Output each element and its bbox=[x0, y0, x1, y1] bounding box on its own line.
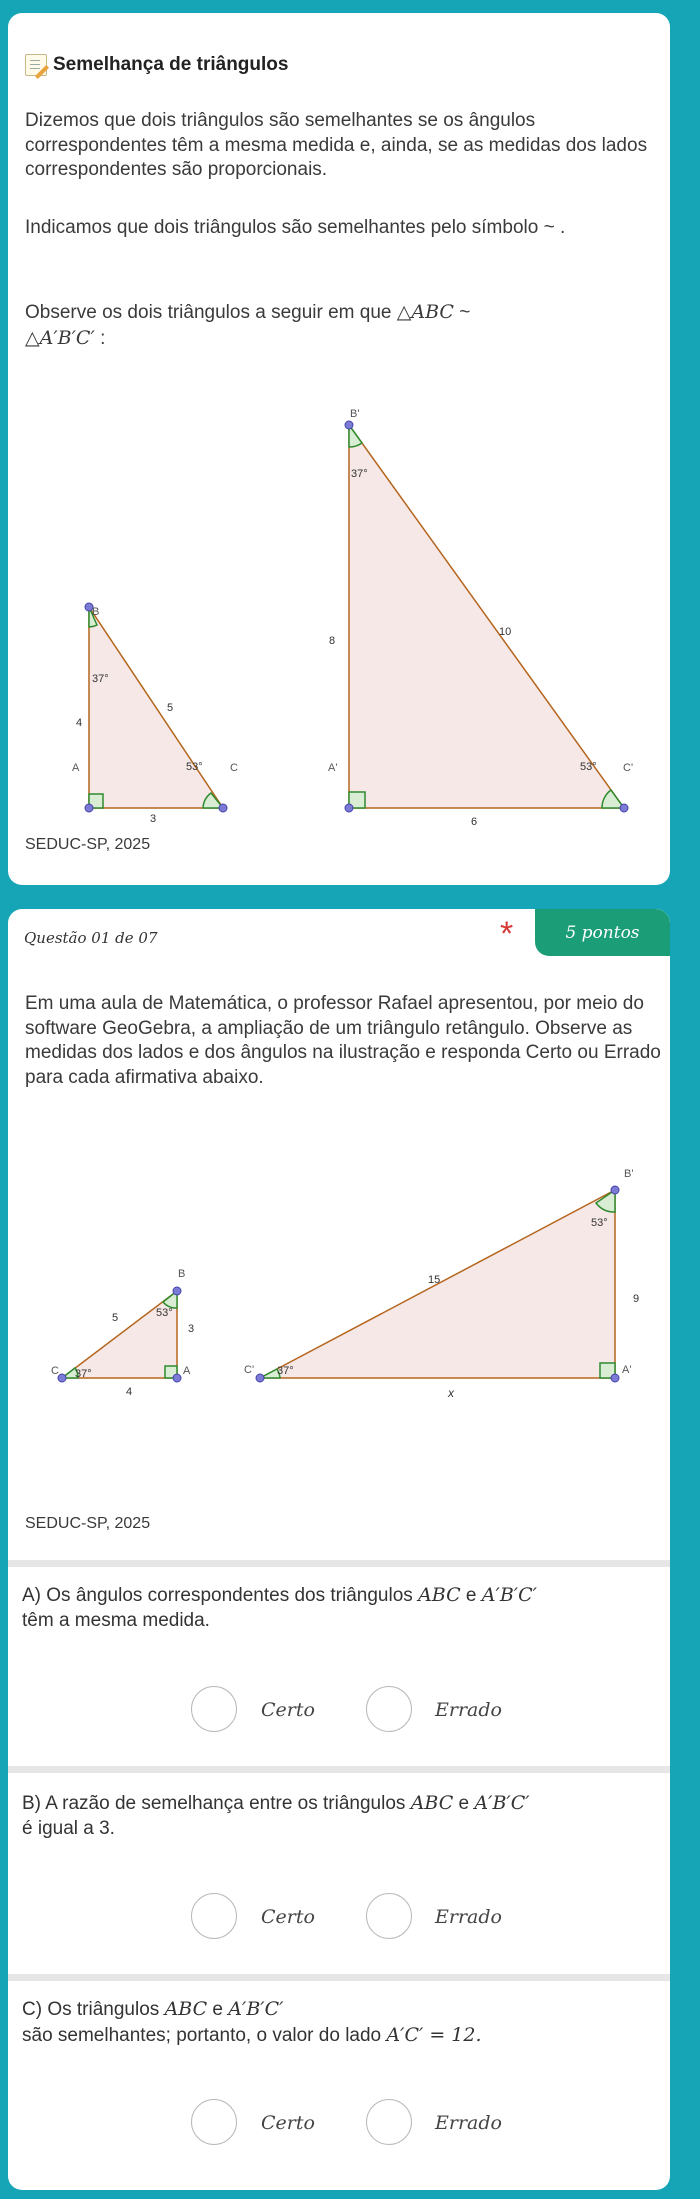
side-AC: 3 bbox=[150, 813, 157, 825]
side-BC-prime: 10 bbox=[499, 626, 512, 638]
question-statement: Em uma aula de Matemática, o professor Rafael apresentou, por meio do software GeoGebra, a ampliação de um triângulo retângulo. Observe as medidas dos lados e dos ângulos na ilustração e responda Certo ou Errado para cada afirmativa abaixo. bbox=[25, 993, 661, 1089]
angle-C: 53° bbox=[186, 761, 203, 773]
q-label-B-prime: B' bbox=[624, 1168, 634, 1180]
item-b-certo-radio[interactable] bbox=[191, 1893, 237, 1939]
q-label-A-prime: A' bbox=[622, 1364, 632, 1376]
item-a-errado-radio[interactable] bbox=[366, 1686, 412, 1732]
question-card bbox=[8, 909, 670, 2190]
item-a-certo-radio[interactable] bbox=[191, 1686, 237, 1732]
points-badge: 5 pontos bbox=[535, 909, 670, 956]
q-side-BA-prime: 9 bbox=[633, 1293, 640, 1305]
item-b-certo-label[interactable]: Certo bbox=[261, 1906, 315, 1928]
q-label-A: A bbox=[183, 1365, 191, 1377]
intro-triangles-figure bbox=[8, 393, 670, 833]
q-label-C: C bbox=[51, 1365, 59, 1377]
q-side-CB-prime: 15 bbox=[428, 1274, 441, 1286]
angle-B: 37° bbox=[92, 673, 109, 685]
q-angle-B: 53° bbox=[156, 1307, 173, 1319]
q-side-CB: 5 bbox=[112, 1312, 119, 1324]
side-AB: 4 bbox=[76, 717, 83, 729]
memo-icon bbox=[25, 54, 47, 76]
q-side-CA: 4 bbox=[126, 1386, 133, 1398]
item-c-errado-label[interactable]: Errado bbox=[435, 2112, 502, 2134]
item-a-text: A) Os ângulos correspondentes dos triângulos ABC e A′B′C′ têm a mesma medida. bbox=[22, 1584, 537, 1631]
side-BC: 5 bbox=[167, 702, 174, 714]
separator bbox=[8, 1560, 670, 1567]
item-a-options bbox=[8, 1686, 670, 1742]
separator bbox=[8, 1766, 670, 1773]
q-label-B: B bbox=[178, 1268, 186, 1280]
small-triangle bbox=[72, 603, 238, 825]
angle-C-prime: 53° bbox=[580, 761, 597, 773]
side-AC-prime: 6 bbox=[471, 816, 478, 828]
intro-paragraph-3: Observe os dois triângulos a seguir em que △ABC ~ △A′B′C′ : bbox=[25, 301, 471, 349]
intro-paragraph-1: Dizemos que dois triângulos são semelhantes se os ângulos correspondentes têm a mesma medida e, ainda, se as medidas dos lados correspondentes são proporcionais. bbox=[25, 110, 648, 181]
q-side-BA: 3 bbox=[188, 1323, 195, 1335]
large-triangle bbox=[328, 408, 633, 828]
math-abc: △ABC bbox=[396, 301, 454, 323]
label-A-prime: A' bbox=[328, 762, 338, 774]
q-side-CA-prime: x bbox=[448, 1386, 454, 1399]
item-b-errado-radio[interactable] bbox=[366, 1893, 412, 1939]
item-b-text: B) A razão de semelhança entre os triângulos ABC e A′B′C′ é igual a 3. bbox=[22, 1792, 530, 1839]
q-label-C-prime: C' bbox=[244, 1364, 255, 1376]
math-abc-prime: △A′B′C′ bbox=[25, 326, 95, 349]
intro-caption: SEDUC-SP, 2025 bbox=[25, 836, 151, 853]
item-c-text: C) Os triângulos ABC e A′B′C′ são semelhantes; portanto, o valor do lado A′C′ = 12. bbox=[22, 1998, 482, 2046]
intro-card bbox=[8, 13, 670, 885]
item-c-errado-radio[interactable] bbox=[366, 2099, 412, 2145]
large-triangle-q bbox=[244, 1168, 639, 1399]
label-B: B bbox=[92, 606, 100, 618]
side-AB-prime: 8 bbox=[329, 635, 336, 647]
q-angle-C-prime: 37° bbox=[277, 1365, 294, 1377]
item-c-options bbox=[8, 2099, 670, 2155]
label-C: C bbox=[230, 762, 238, 774]
item-c-certo-radio[interactable] bbox=[191, 2099, 237, 2145]
question-triangles-figure bbox=[8, 1159, 670, 1399]
intro-paragraph-2: Indicamos que dois triângulos são semelhantes pelo símbolo ~ . bbox=[25, 217, 566, 238]
label-B-prime: B' bbox=[350, 408, 360, 420]
label-A: A bbox=[72, 762, 80, 774]
item-a-errado-label[interactable]: Errado bbox=[435, 1699, 502, 1721]
intro-title bbox=[25, 54, 288, 76]
q-angle-B-prime: 53° bbox=[591, 1217, 608, 1229]
question-caption: SEDUC-SP, 2025 bbox=[25, 1515, 151, 1532]
label-C-prime: C' bbox=[623, 762, 634, 774]
small-triangle-q bbox=[51, 1268, 194, 1398]
item-b-options bbox=[8, 1893, 670, 1949]
required-mark: * bbox=[500, 915, 514, 953]
q-angle-C: 37° bbox=[75, 1368, 92, 1380]
item-b-errado-label[interactable]: Errado bbox=[435, 1906, 502, 1928]
separator bbox=[8, 1974, 670, 1981]
question-label: Questão 01 de 07 bbox=[24, 929, 158, 947]
angle-B-prime: 37° bbox=[351, 468, 368, 480]
intro-title-text: Semelhança de triângulos bbox=[53, 54, 289, 75]
item-a-certo-label[interactable]: Certo bbox=[261, 1699, 315, 1721]
item-c-certo-label[interactable]: Certo bbox=[261, 2112, 315, 2134]
